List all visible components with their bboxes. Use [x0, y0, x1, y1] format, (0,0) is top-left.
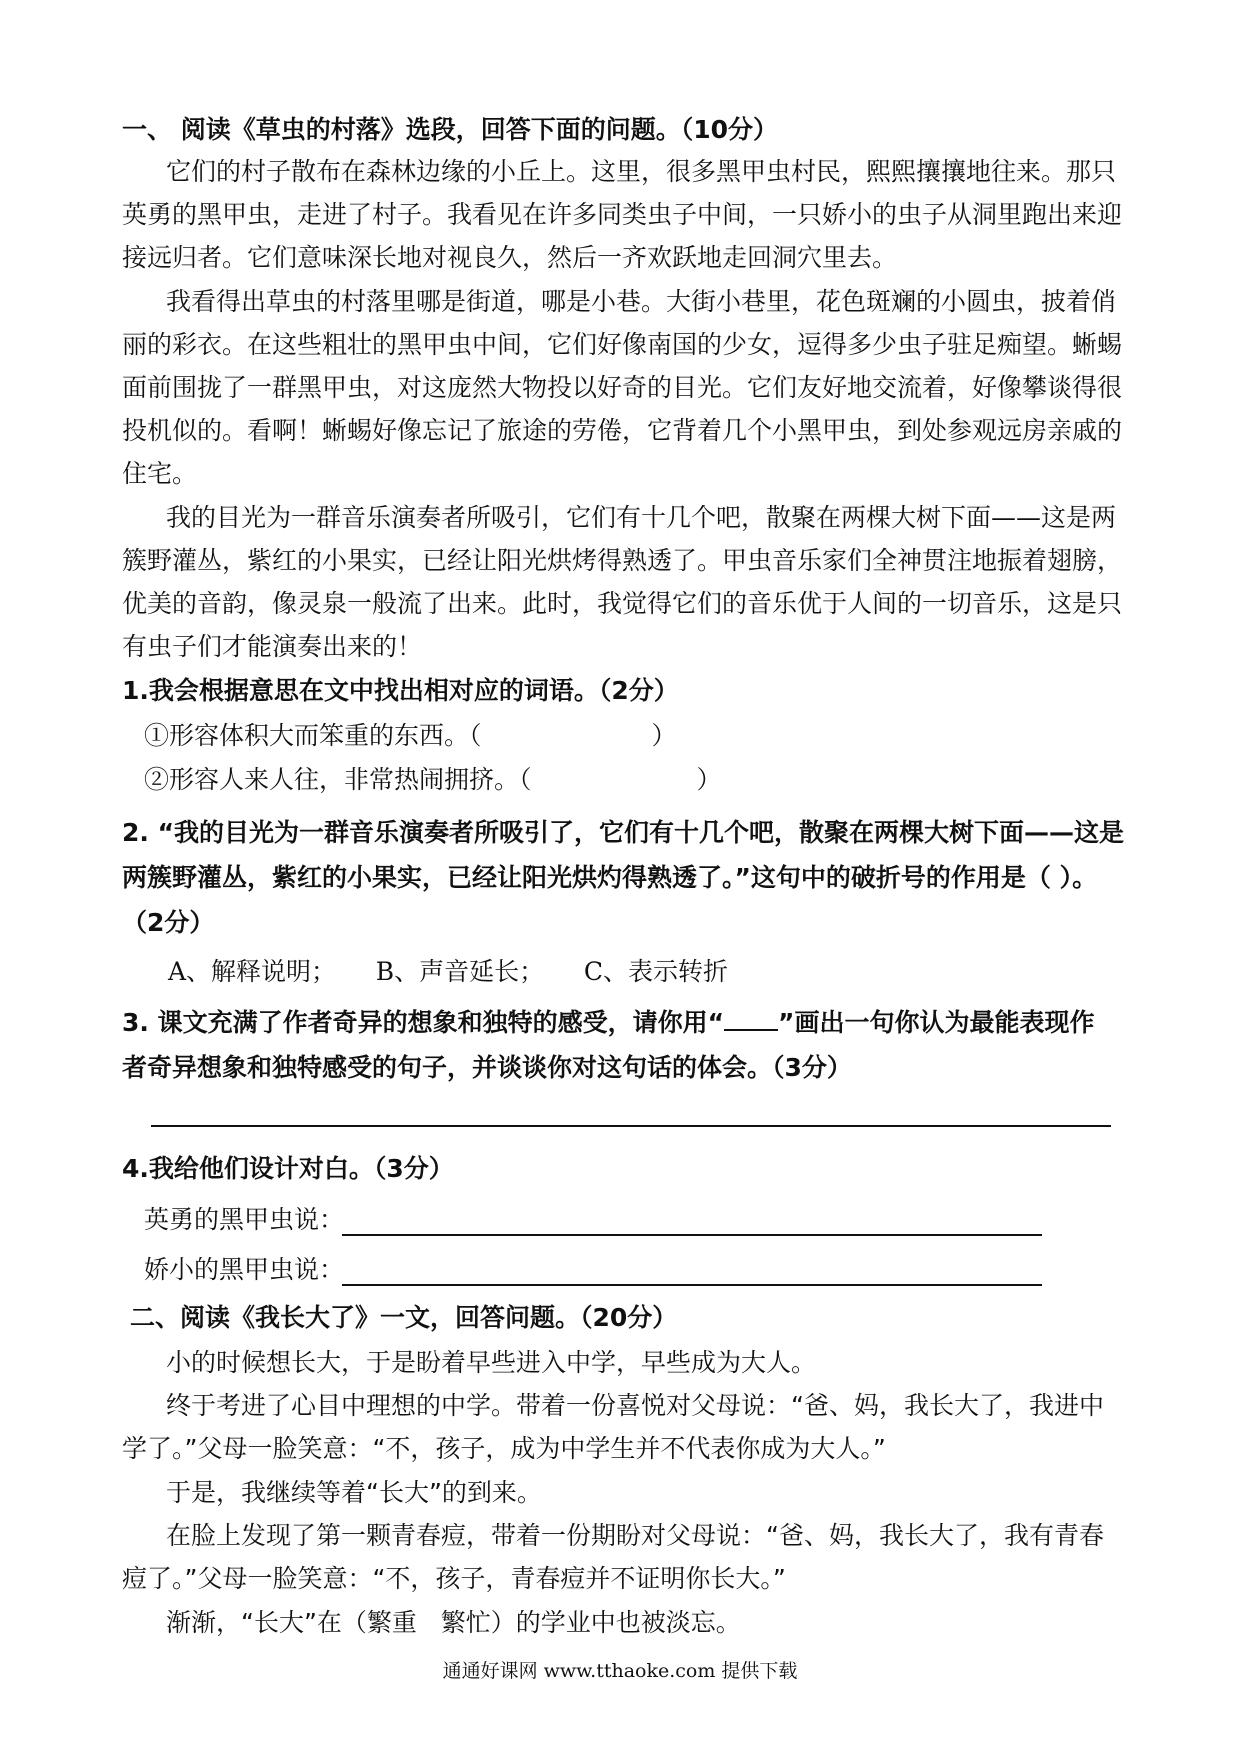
dialogue-label-brave-beetle: 英勇的黑甲虫说： — [144, 1205, 345, 1234]
question-1-item-2 — [144, 764, 764, 796]
question-2-options: A、解释说明； B、声音延长； C、表示转折 — [168, 957, 729, 986]
item-text: ②形容人来人往，非常热闹拥挤。（ — [144, 765, 532, 794]
dialogue-answer-line[interactable] — [342, 1234, 1042, 1236]
q3-text-b: ”画出一句你认为最能表现作 — [778, 1008, 1095, 1037]
passage-line: 面前围拢了一群黑甲虫，对这庞然大物投以好奇的目光。它们友好地交流着，好像攀谈得很 — [122, 373, 1123, 402]
q3-text-a: 3. 课文充满了作者奇异的想象和独特的感受，请你用“ — [122, 1008, 725, 1037]
passage-line: 簇野灌丛，紫红的小果实，已经让阳光烘烤得熟透了。甲虫音乐家们全神贯注地振着翅膀， — [122, 546, 1123, 575]
passage-line: 小的时候想长大，于是盼着早些进入中学，早些成为大人。 — [166, 1348, 817, 1377]
passage-line: 它们的村子散布在森林边缘的小丘上。这里，很多黑甲虫村民，熙熙攘攘地往来。那只 — [166, 157, 1117, 186]
question-1-item-1 — [144, 720, 744, 752]
passage-line: 在脸上发现了第一颗青春痘，带着一份期盼对父母说：“爸、妈，我长大了，我有青春 — [166, 1521, 1104, 1550]
passage-line: 丽的彩衣。在这些粗壮的黑甲虫中间，它们好像南国的少女，逗得多少虫子驻足痴望。蜥蜴 — [122, 330, 1123, 359]
question-3-line-1 — [122, 1007, 1130, 1039]
passage-line: 终于考进了心目中理想的中学。带着一份喜悦对父母说：“爸、妈，我长大了，我进中 — [166, 1391, 1104, 1420]
passage-line: 于是，我继续等着“长大”的到来。 — [166, 1478, 542, 1507]
page-footer: 通通好课网 www.tthaoke.com 提供下载 — [442, 1660, 798, 1682]
passage-line: 接远归者。它们意味深长地对视良久，然后一齐欢跃地走回洞穴里去。 — [122, 243, 898, 272]
passage-line: 投机似的。看啊！蜥蜴好像忘记了旅途的劳倦，它背着几个小黑甲虫，到处参观远房亲戚的 — [122, 416, 1123, 445]
passage-line: 痘了。”父母一脸笑意：“不，孩子，青春痘并不证明你长大。” — [122, 1564, 786, 1593]
passage-line: 英勇的黑甲虫，走进了村子。我看见在许多同类虫子中间，一只娇小的虫子从洞里跑出来迎 — [122, 200, 1123, 229]
passage-line: 有虫子们才能演奏出来的！ — [122, 632, 423, 661]
passage-line: 住宅。 — [122, 459, 198, 488]
passage-line: 我看得出草虫的村落里哪是街道，哪是小巷。大街小巷里，花色斑斓的小圆虫，披着俏 — [166, 287, 1117, 316]
passage-line: 学了。”父母一脸笑意：“不，孩子，成为中学生并不代表你成为大人。” — [122, 1434, 886, 1463]
answer-line[interactable] — [151, 1125, 1111, 1127]
item-text: ①形容体积大而笨重的东西。（ — [144, 721, 482, 750]
dialogue-label-small-beetle: 娇小的黑甲虫说： — [144, 1255, 345, 1284]
section2-title: 二、阅读《我长大了》一文，回答问题。（20分） — [130, 1303, 678, 1332]
question-2-line: 两簇野灌丛，紫红的小果实，已经让阳光烘灼得熟透了。”这句中的破折号的作用是（ ）。 — [122, 863, 1098, 892]
question-2-line: 2. “我的目光为一群音乐演奏者所吸引了，它们有十几个吧，散聚在两棵大树下面——这是 — [122, 818, 1125, 847]
passage-line: 我的目光为一群音乐演奏者所吸引，它们有十几个吧，散聚在两棵大树下面——这是两 — [166, 503, 1117, 532]
question-3-line-2: 者奇异想象和独特感受的句子，并谈谈你对这句话的体会。（3分） — [122, 1053, 852, 1082]
passage-line: 优美的音韵，像灵泉一般流了出来。此时，我觉得它们的音乐优于人间的一切音乐，这是只 — [122, 589, 1123, 618]
item-close: ） — [696, 765, 722, 794]
underline-sample — [724, 1029, 778, 1031]
item-close: ） — [651, 721, 677, 750]
question-2-line: （2分） — [122, 908, 215, 937]
question-4-title: 4.我给他们设计对白。（3分） — [122, 1154, 454, 1183]
dialogue-answer-line[interactable] — [342, 1284, 1042, 1286]
section1-title: 一、 阅读《草虫的村落》选段，回答下面的问题。（10分） — [122, 115, 778, 144]
passage-line: 渐渐，“长大”在（繁重 繁忙）的学业中也被淡忘。 — [166, 1608, 741, 1637]
question-1-title: 1.我会根据意思在文中找出相对应的词语。（2分） — [122, 676, 679, 705]
